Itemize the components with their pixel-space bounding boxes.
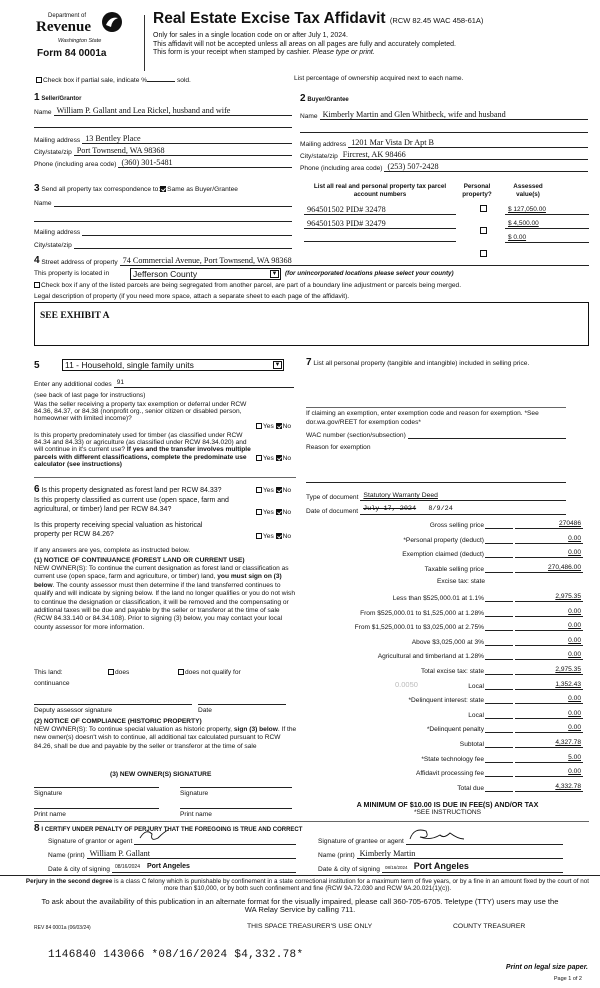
- tax-row-label: *Delinquent penalty: [426, 726, 484, 734]
- tax-row-label: Excise tax: state: [436, 578, 485, 586]
- tax-row-label: Local: [468, 682, 484, 690]
- forest-yes-checkbox[interactable]: [256, 487, 262, 493]
- corr-mailing-field[interactable]: Mailing address: [34, 227, 292, 236]
- tax-row-value[interactable]: 0.00: [515, 637, 583, 646]
- tax-row-value[interactable]: 5.00: [515, 754, 583, 763]
- grantee-signature-mark: [406, 827, 466, 845]
- tax-row: [300, 637, 583, 646]
- forest-no-checkbox[interactable]: [276, 487, 282, 493]
- grantor-signature-field[interactable]: Signature of grantor or agent: [48, 836, 296, 845]
- tax-row-label: Exemption claimed (deduct): [402, 551, 484, 559]
- page-title: Real Estate Excise Tax Affidavit (RCW 82.45 WAC 458-61A): [153, 10, 484, 27]
- tax-row-value[interactable]: 0.00: [515, 622, 583, 631]
- grantor-signature-mark: [134, 828, 174, 844]
- tax-row-label: Agricultural and timberland at 1.28%: [377, 653, 484, 661]
- tax-row-label: Above $3,025,000 at 3%: [411, 638, 484, 646]
- same-as-buyer-checkbox[interactable]: [160, 186, 166, 192]
- buyer-city-field[interactable]: City/state/zip Fircrest, AK 98466: [300, 150, 588, 160]
- current-use-yes-checkbox[interactable]: [256, 509, 262, 515]
- tax-row-label: *Personal property (deduct): [403, 536, 484, 544]
- grantee-date-city-field[interactable]: Date & city of signing 08/16/2024 Port Angeles: [318, 862, 563, 873]
- tax-row-label: Taxable selling price: [424, 565, 484, 573]
- tax-row: [300, 666, 583, 675]
- grantor-name-field[interactable]: Name (print) William P. Gallant: [48, 849, 296, 859]
- chevron-down-icon: ▼: [271, 271, 278, 277]
- does-not-qualify-checkbox[interactable]: [178, 669, 184, 675]
- tax-row: [300, 520, 583, 529]
- tax-row-label: Less than $525,000.01 at 1.1%: [392, 595, 484, 602]
- document-type-field[interactable]: Type of document Statutory Warranty Deed: [306, 491, 566, 501]
- assessed-value-field[interactable]: $ 0.00: [503, 233, 589, 243]
- q1-no-checkbox[interactable]: [276, 423, 282, 429]
- document-date-field[interactable]: Date of document July 17, 2024 8/9/24: [306, 505, 566, 515]
- tax-row-label: Gross selling price: [429, 522, 484, 529]
- legal-description-box[interactable]: SEE EXHIBIT A: [34, 302, 589, 346]
- corr-city-field[interactable]: City/state/zip: [34, 240, 292, 249]
- logo-swirl-icon: [101, 11, 123, 33]
- tax-row: [300, 622, 583, 631]
- header-instructions: Only for sales in a single location code on or after July 1, 2024. This affidavit will not be accepted unless all areas on all pages are fully and accurately completed. This form is your receipt when stamped by cashier. Please type or print.: [153, 32, 456, 56]
- tax-row-value[interactable]: 0.00: [515, 695, 583, 704]
- tax-row: [300, 724, 583, 733]
- tax-row: [300, 608, 583, 617]
- current-use-no-checkbox[interactable]: [276, 509, 282, 515]
- land-use-code-select[interactable]: 11 - Household, single family units ▼: [62, 359, 284, 371]
- tax-row: [300, 695, 583, 704]
- logo-revenue: Revenue: [36, 19, 91, 35]
- partial-sale: Check box if partial sale, indicate % sold.: [36, 77, 191, 84]
- parcel-number-field[interactable]: 964501503 PID# 32479: [304, 219, 456, 229]
- tax-row-label: Total excise tax: state: [420, 668, 484, 675]
- tax-row: [300, 754, 583, 763]
- tax-row-value[interactable]: 2,975.35: [515, 593, 583, 602]
- tax-row-value[interactable]: 0.00: [515, 608, 583, 617]
- seller-mailing-field[interactable]: Mailing address 13 Bentley Place: [34, 134, 292, 144]
- wac-number-field[interactable]: WAC number (section/subsection): [306, 430, 566, 439]
- tax-row-label: Total due: [457, 784, 484, 792]
- buyer-phone-field[interactable]: Phone (including area code) (253) 507-2428: [300, 162, 588, 172]
- tax-row-label: Local: [468, 711, 484, 719]
- tax-row: [300, 739, 583, 748]
- assessed-value-field[interactable]: $ 127,050.00: [503, 205, 589, 215]
- logo-dept: Department of: [48, 13, 87, 19]
- grantee-name-field[interactable]: Name (print) Kimberly Martin: [318, 849, 563, 859]
- parcel-number-field[interactable]: [304, 233, 456, 242]
- does-qualify-checkbox[interactable]: [108, 669, 114, 675]
- tax-row-label: *Delinquent interest: state: [408, 697, 484, 705]
- tax-row-value[interactable]: 0.00: [515, 651, 583, 660]
- county-select[interactable]: Jefferson County ▼: [130, 268, 281, 280]
- buyer-name-field[interactable]: Name Kimberly Martin and Glen Whitbeck, wife and husband: [300, 110, 588, 120]
- historic-yes-checkbox[interactable]: [256, 533, 262, 539]
- perjury-notice: Perjury in the second degree is a class C felony which is punishable by confinement in a state correctional institution for a maximum term of five years, or by a fine in an amount fixed by the court of not more than $10,000, or by both such confinement and fine (RCW 9A.72.030 and RCW 9A.20.021(1)(c)).: [25, 878, 590, 893]
- assessed-value-field[interactable]: $ 4,500.00: [503, 219, 589, 229]
- seller-city-field[interactable]: City/state/zip Port Townsend, WA 98368: [34, 146, 292, 156]
- tax-row-value[interactable]: 1,352.43: [515, 681, 583, 690]
- tax-row-value[interactable]: 4,332.78: [515, 783, 583, 792]
- seller-phone-field[interactable]: Phone (including area code) (360) 301-5481: [34, 158, 292, 168]
- q2-yes-checkbox[interactable]: [256, 455, 262, 461]
- tax-row-label: Affidavit processing fee: [415, 770, 484, 778]
- tax-row: [300, 578, 583, 585]
- tax-row: [300, 681, 583, 690]
- tax-row-value[interactable]: 270,486.00: [515, 564, 583, 573]
- tax-row-label: From $525,000.01 to $1,525,000 at 1.28%: [360, 609, 484, 617]
- chevron-down-icon: ▼: [274, 362, 281, 368]
- grantee-signature-field[interactable]: Signature of grantee or agent: [318, 836, 563, 845]
- tax-row: [300, 710, 583, 719]
- form-number: Form 84 0001a: [37, 48, 107, 59]
- tax-row-label: From $1,525,000.01 to $3,025,000 at 2.75%: [354, 624, 484, 632]
- tax-row: [300, 549, 583, 558]
- personal-property-checkbox[interactable]: [480, 227, 487, 234]
- historic-no-checkbox[interactable]: [276, 533, 282, 539]
- buyer-mailing-field[interactable]: Mailing address 1201 Mar Vista Dr Apt B: [300, 138, 588, 148]
- tax-row: [300, 783, 583, 792]
- tax-row-value[interactable]: 0.00: [515, 549, 583, 558]
- q1-yes-checkbox[interactable]: [256, 423, 262, 429]
- accessibility-notice: To ask about the availability of this publication in an alternate format for the visually impaired, please call 360-705-6705. Teletype (TTY) users may use the WA Relay Service by calling 711.: [41, 897, 559, 914]
- street-address-field[interactable]: 4 Street address of property 74 Commercial Avenue, Port Townsend, WA 98368: [34, 255, 589, 266]
- tax-row-value[interactable]: 0.00: [515, 768, 583, 777]
- tax-row: [300, 768, 583, 777]
- treasurer-receipt-stamp: 1146840 143066 *08/16/2024 $4,332.78*: [48, 949, 304, 961]
- tax-row: [300, 651, 583, 660]
- personal-property-checkbox[interactable]: [480, 205, 487, 212]
- tax-row-value[interactable]: 0.00: [515, 535, 583, 544]
- logo-state: Washington State: [58, 38, 102, 44]
- tax-row-value[interactable]: 0.00: [515, 710, 583, 719]
- tax-row: [300, 564, 583, 573]
- segregated-checkbox[interactable]: [34, 282, 40, 288]
- local-rate: 0.0050: [395, 680, 418, 689]
- tax-row-value[interactable]: 2,975.35: [515, 666, 583, 675]
- seller-name-field[interactable]: Name William P. Gallant and Lea Rickel, husband and wife: [34, 106, 292, 116]
- parcel-number-field[interactable]: 964501502 PID# 32478: [304, 205, 456, 215]
- corr-name-field[interactable]: Name: [34, 198, 292, 207]
- partial-sale-checkbox[interactable]: [36, 77, 42, 83]
- q2-no-checkbox[interactable]: [276, 455, 282, 461]
- additional-codes-field[interactable]: Enter any additional codes 91: [34, 378, 294, 388]
- grantor-date-city-field[interactable]: Date & city of signing 08/16/2024 Port Angeles: [48, 862, 296, 873]
- tax-row: [300, 593, 583, 602]
- tax-row: [300, 535, 583, 544]
- tax-row-value[interactable]: 4,327.78: [515, 739, 583, 748]
- tax-row-value[interactable]: 0.00: [515, 724, 583, 733]
- tax-row-label: Subtotal: [459, 741, 484, 748]
- ownership-note: List percentage of ownership acquired next to each name.: [294, 75, 464, 82]
- tax-row-label: *State technology fee: [421, 755, 484, 763]
- tax-row-value[interactable]: 270486: [515, 520, 583, 529]
